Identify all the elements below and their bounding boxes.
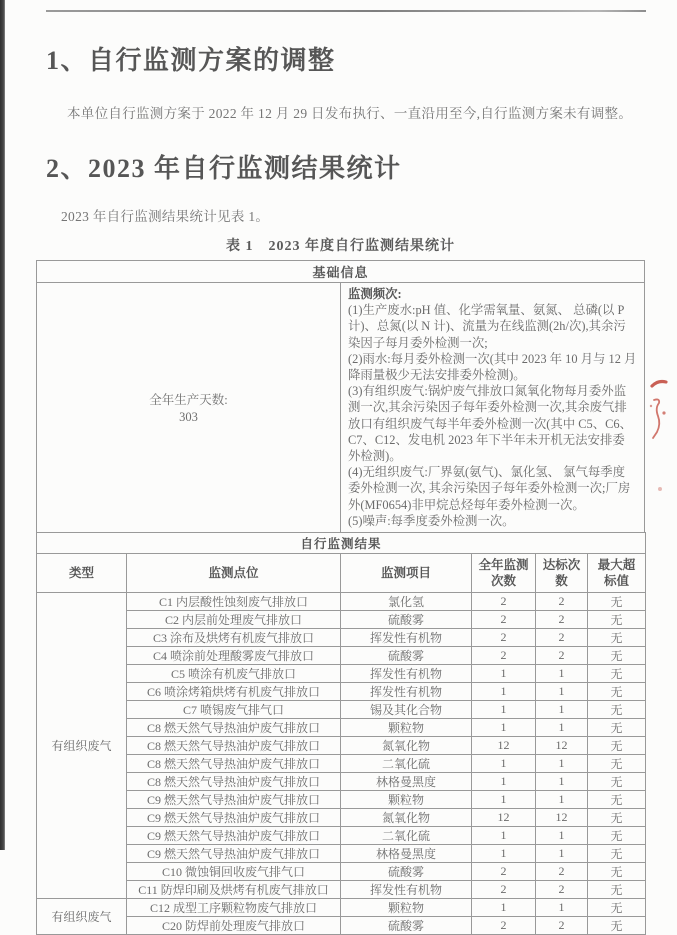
production-days-label: 全年生产天数: xyxy=(149,393,228,408)
monitoring-point-cell: C5 喷涂有机废气排放口 xyxy=(127,665,341,683)
basic-info-section-title: 基础信息 xyxy=(37,261,645,283)
scan-dark-edge xyxy=(0,0,5,850)
basic-info-header-row xyxy=(37,261,645,283)
max-exceedance-cell: 无 xyxy=(588,881,646,899)
result-row xyxy=(37,683,646,701)
basic-info-table xyxy=(36,260,645,533)
reviewer-red-marks xyxy=(640,372,677,497)
max-exceedance-cell: 无 xyxy=(588,737,646,755)
result-row xyxy=(37,737,646,755)
frequency-title: 监测频次: xyxy=(348,287,402,301)
monitoring-point-cell: C20 防焊前处理废气排放口 xyxy=(127,917,341,935)
pass-count-cell: 12 xyxy=(536,809,588,827)
pass-count-cell: 1 xyxy=(536,845,588,863)
col-max-exceedance: 最大超标值 xyxy=(588,554,646,593)
monitoring-point-cell: C8 燃天然气导热油炉废气排放口 xyxy=(127,719,341,737)
max-exceedance-cell: 无 xyxy=(588,665,646,683)
pass-count-cell: 2 xyxy=(536,611,588,629)
annual-count-cell: 1 xyxy=(472,755,536,773)
monitoring-item-cell: 硫酸雾 xyxy=(341,611,472,629)
section-1-paragraph: 本单位自行监测方案于 2022 年 12 月 29 日发布执行、一直沿用至今,自行监测方案未有调整。 xyxy=(67,106,633,121)
results-table-body xyxy=(37,593,646,935)
pass-count-cell: 1 xyxy=(536,899,588,917)
annual-count-cell: 2 xyxy=(472,881,536,899)
pass-count-cell: 2 xyxy=(536,647,588,665)
result-row xyxy=(37,827,646,845)
results-table xyxy=(36,532,646,935)
annual-count-cell: 2 xyxy=(472,863,536,881)
pass-count-cell: 2 xyxy=(536,629,588,647)
result-row xyxy=(37,665,646,683)
max-exceedance-cell: 无 xyxy=(588,827,646,845)
max-exceedance-cell: 无 xyxy=(588,593,646,611)
pass-count-cell: 12 xyxy=(536,737,588,755)
monitoring-item-cell: 挥发性有机物 xyxy=(341,665,472,683)
production-days-value: 303 xyxy=(179,410,198,425)
monitoring-item-cell: 锡及其化合物 xyxy=(341,701,472,719)
production-days-cell xyxy=(37,283,341,533)
monitoring-item-cell: 氮氧化物 xyxy=(341,737,472,755)
frequency-item-4: (4)无组织废气:厂界氨(氨气)、氯化氢、 氯气每季度委外检测一次, 其余污染因子每年委外检测一次;厂房外(MF0654)非甲烷总烃每年委外检测一次。 xyxy=(348,465,631,512)
result-row xyxy=(37,845,646,863)
annual-count-cell: 2 xyxy=(472,647,536,665)
col-pass-count: 达标次数 xyxy=(536,554,588,593)
table-caption: 表 1 2023 年度自行监测结果统计 xyxy=(226,239,455,254)
annual-count-cell: 1 xyxy=(472,683,536,701)
pass-count-cell: 1 xyxy=(536,791,588,809)
pass-count-cell: 1 xyxy=(536,701,588,719)
pass-count-cell: 1 xyxy=(536,827,588,845)
monitoring-point-cell: C3 涂布及烘烤有机废气排放口 xyxy=(127,629,341,647)
results-column-header-row xyxy=(37,554,646,593)
results-section-title: 自行监测结果 xyxy=(37,533,646,554)
col-type: 类型 xyxy=(37,554,127,593)
frequency-item-2: (2)雨水:每月委外检测一次(其中 2023 年 10 月与 12 月降雨量极少无法安排委外检测)。 xyxy=(348,351,637,383)
col-monitoring-item: 监测项目 xyxy=(341,554,472,593)
result-row xyxy=(37,755,646,773)
monitoring-point-cell: C8 燃天然气导热油炉废气排放口 xyxy=(127,737,341,755)
result-row xyxy=(37,719,646,737)
max-exceedance-cell: 无 xyxy=(588,629,646,647)
result-row xyxy=(37,611,646,629)
waste-type-cell: 有组织废气 xyxy=(37,899,127,935)
max-exceedance-cell: 无 xyxy=(588,791,646,809)
header-rule-line xyxy=(46,10,646,12)
result-row xyxy=(37,791,646,809)
monitoring-item-cell: 林格曼黑度 xyxy=(341,845,472,863)
max-exceedance-cell: 无 xyxy=(588,755,646,773)
monitoring-point-cell: C10 微蚀铜回收废气排气口 xyxy=(127,863,341,881)
monitoring-frequency-cell xyxy=(341,283,645,533)
annual-count-cell: 12 xyxy=(472,809,536,827)
result-row xyxy=(37,881,646,899)
annual-count-cell: 2 xyxy=(472,611,536,629)
result-row xyxy=(37,701,646,719)
monitoring-point-cell: C9 燃天然气导热油炉废气排放口 xyxy=(127,827,341,845)
monitoring-item-cell: 二氧化硫 xyxy=(341,827,472,845)
red-scribble-mark xyxy=(653,399,659,438)
frequency-item-1: (1)生产废水:pH 值、化学需氧量、氨氮、 总磷(以 P 计)、总氮(以 N 计)、流量为在线监测(2h/次),其余污染因子每月委外检测一次; xyxy=(348,303,626,350)
max-exceedance-cell: 无 xyxy=(588,683,646,701)
result-row xyxy=(37,647,646,665)
annual-count-cell: 12 xyxy=(472,737,536,755)
pass-count-cell: 1 xyxy=(536,683,588,701)
monitoring-item-cell: 硫酸雾 xyxy=(341,863,472,881)
section-2-heading: 2、2023 年自行监测结果统计 xyxy=(46,154,402,183)
monitoring-point-cell: C1 内层酸性蚀刻废气排放口 xyxy=(127,593,341,611)
max-exceedance-cell: 无 xyxy=(588,809,646,827)
monitoring-point-cell: C2 内层前处理废气排放口 xyxy=(127,611,341,629)
monitoring-item-cell: 挥发性有机物 xyxy=(341,629,472,647)
monitoring-item-cell: 颗粒物 xyxy=(341,719,472,737)
max-exceedance-cell: 无 xyxy=(588,719,646,737)
max-exceedance-cell: 无 xyxy=(588,917,646,935)
monitoring-point-cell: C8 燃天然气导热油炉废气排放口 xyxy=(127,773,341,791)
monitoring-point-cell: C12 成型工序颗粒物废气排放口 xyxy=(127,899,341,917)
monitoring-item-cell: 硫酸雾 xyxy=(341,647,472,665)
result-row xyxy=(37,863,646,881)
max-exceedance-cell: 无 xyxy=(588,611,646,629)
monitoring-point-cell: C8 燃天然气导热油炉废气排放口 xyxy=(127,755,341,773)
monitoring-table xyxy=(36,260,645,935)
monitoring-point-cell: C11 防焊印刷及烘烤有机废气排放口 xyxy=(127,881,341,899)
pass-count-cell: 2 xyxy=(536,881,588,899)
max-exceedance-cell: 无 xyxy=(588,773,646,791)
annual-count-cell: 1 xyxy=(472,791,536,809)
result-row xyxy=(37,629,646,647)
col-monitoring-point: 监测点位 xyxy=(127,554,341,593)
pass-count-cell: 1 xyxy=(536,665,588,683)
annual-count-cell: 2 xyxy=(472,593,536,611)
monitoring-point-cell: C6 喷涂烤箱烘烤有机废气排放口 xyxy=(127,683,341,701)
max-exceedance-cell: 无 xyxy=(588,845,646,863)
monitoring-item-cell: 二氧化硫 xyxy=(341,755,472,773)
red-dash-mark xyxy=(652,382,666,387)
pass-count-cell: 1 xyxy=(536,755,588,773)
section-2-paragraph: 2023 年自行监测结果统计见表 1。 xyxy=(61,209,270,224)
result-row xyxy=(37,899,646,917)
max-exceedance-cell: 无 xyxy=(588,863,646,881)
frequency-item-5: (5)噪声:每季度委外检测一次。 xyxy=(348,513,515,528)
monitoring-item-cell: 硫酸雾 xyxy=(341,917,472,935)
annual-count-cell: 1 xyxy=(472,719,536,737)
result-row xyxy=(37,917,646,935)
monitoring-point-cell: C9 燃天然气导热油炉废气排放口 xyxy=(127,845,341,863)
monitoring-point-cell: C9 燃天然气导热油炉废气排放口 xyxy=(127,791,341,809)
annual-count-cell: 1 xyxy=(472,773,536,791)
results-header-row xyxy=(37,533,646,554)
monitoring-point-cell: C7 喷锡废气排气口 xyxy=(127,701,341,719)
pass-count-cell: 2 xyxy=(536,593,588,611)
col-annual-count: 全年监测次数 xyxy=(472,554,536,593)
result-row xyxy=(37,593,646,611)
annual-count-cell: 2 xyxy=(472,629,536,647)
annual-count-cell: 1 xyxy=(472,665,536,683)
result-row xyxy=(37,773,646,791)
monitoring-item-cell: 氯化氢 xyxy=(341,593,472,611)
monitoring-item-cell: 挥发性有机物 xyxy=(341,881,472,899)
max-exceedance-cell: 无 xyxy=(588,701,646,719)
monitoring-item-cell: 颗粒物 xyxy=(341,899,472,917)
pass-count-cell: 2 xyxy=(536,917,588,935)
annual-count-cell: 1 xyxy=(472,827,536,845)
monitoring-point-cell: C9 燃天然气导热油炉废气排放口 xyxy=(127,809,341,827)
waste-type-cell: 有组织废气 xyxy=(37,593,127,899)
annual-count-cell: 1 xyxy=(472,701,536,719)
max-exceedance-cell: 无 xyxy=(588,899,646,917)
annual-count-cell: 1 xyxy=(472,845,536,863)
result-row xyxy=(37,809,646,827)
pass-count-cell: 1 xyxy=(536,719,588,737)
annual-count-cell: 1 xyxy=(472,899,536,917)
max-exceedance-cell: 无 xyxy=(588,647,646,665)
frequency-item-3: (3)有组织废气:锅炉废气排放口氮氧化物每月委外监测一次,其余污染因子每年委外检测一次,其余废气排放口有组织废气每半年委外检测一次(其中 C5、C6、C7、C12、发电机 2023 年下半年未开机无法安排委外检测)。 xyxy=(348,384,632,464)
monitoring-item-cell: 挥发性有机物 xyxy=(341,683,472,701)
monitoring-point-cell: C4 喷涂前处理酸雾废气排放口 xyxy=(127,647,341,665)
basic-info-row xyxy=(37,283,645,533)
section-1-heading: 1、自行监测方案的调整 xyxy=(46,46,336,75)
monitoring-item-cell: 氮氧化物 xyxy=(341,809,472,827)
monitoring-item-cell: 林格曼黑度 xyxy=(341,773,472,791)
monitoring-item-cell: 颗粒物 xyxy=(341,791,472,809)
pass-count-cell: 1 xyxy=(536,773,588,791)
annual-count-cell: 2 xyxy=(472,917,536,935)
pass-count-cell: 2 xyxy=(536,863,588,881)
